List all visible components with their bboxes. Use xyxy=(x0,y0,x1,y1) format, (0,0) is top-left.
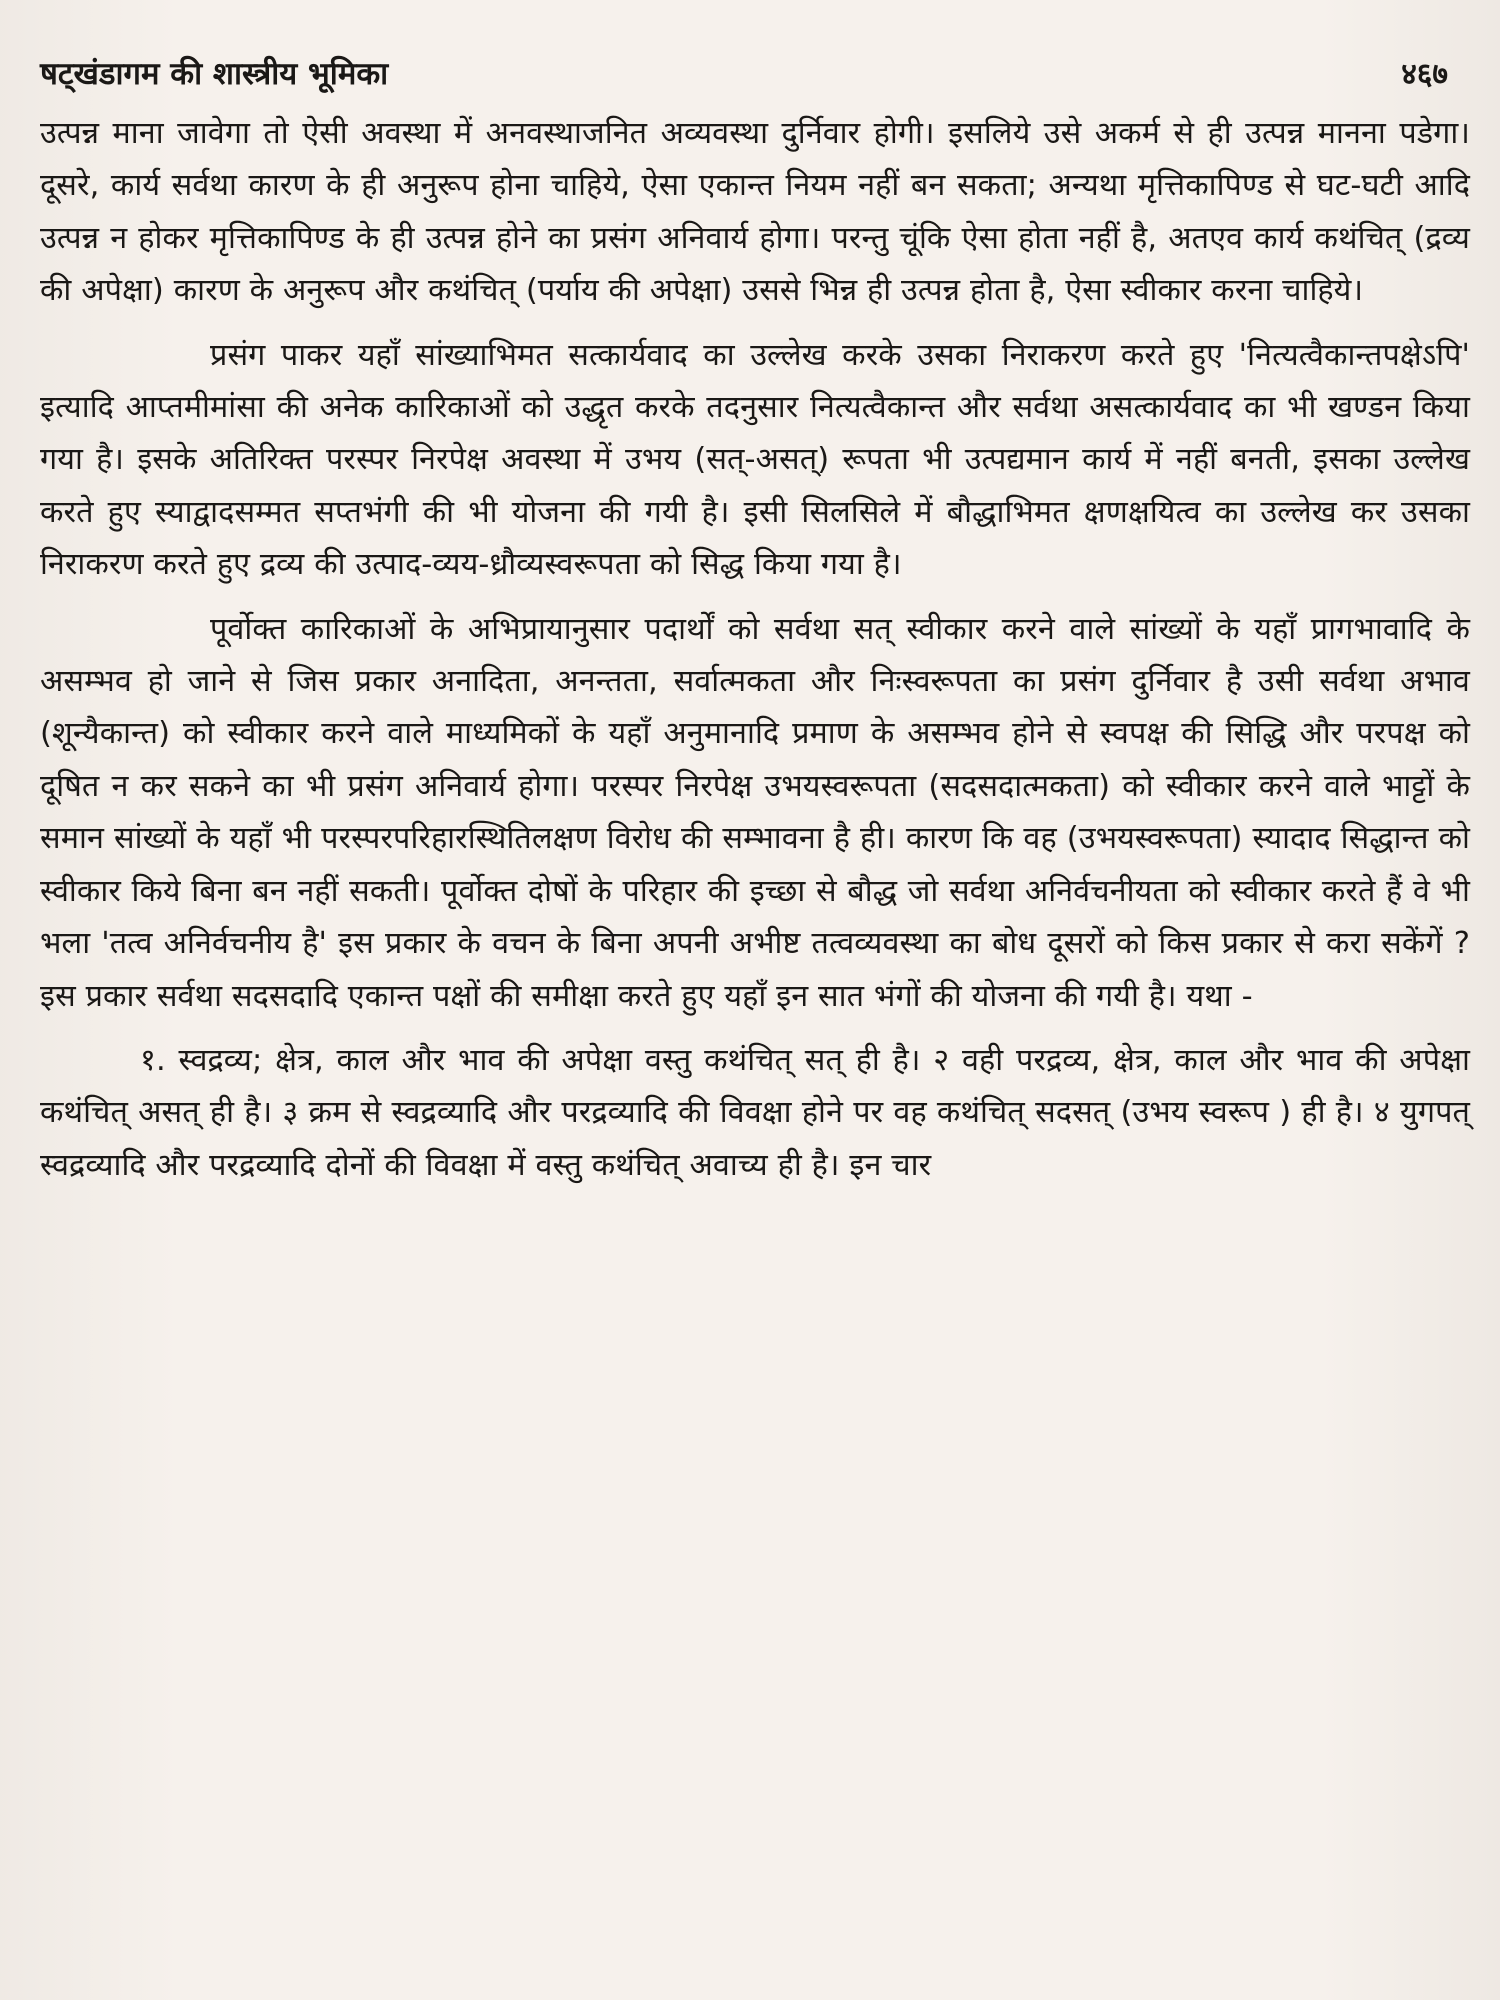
page-number: ४६७ xyxy=(1401,57,1448,92)
paragraph-4: १. स्वद्रव्य; क्षेत्र, काल और भाव की अपेक्षा वस्तु कथंचित् सत् ही है। २ वही परद्रव्य, क्षेत्र, काल और भाव की अपेक्षा कथंचित् असत् ही है। ३ क्रम से स्वद्रव्यादि और परद्रव्यादि की विवक्षा होने पर वह कथंचित् सदसत् (उभय स्वरूप ) ही है। ४ युगपत् स्वद्रव्यादि और परद्रव्यादि दोनों की विवक्षा में वस्तु कथंचित् अवाच्य ही है। इन चार xyxy=(40,1042,1470,1183)
paragraph-3: पूर्वोक्त कारिकाओं के अभिप्रायानुसार पदार्थों को सर्वथा सत् स्वीकार करने वाले सांख्यों के यहाँ प्रागभावादि के असम्भव हो जाने से जिस प्रकार अनादिता, अनन्तता, सर्वात्मकता और निःस्वरूपता का प्रसंग दुर्निवार है उसी सर्वथा अभाव (शून्यैकान्त) को स्वीकार करने वाले माध्यमिकों के यहाँ अनुमानादि प्रमाण के असम्भव होने से स्वपक्ष की सिद्धि और परपक्ष को दूषित न कर सकने का भी प्रसंग अनिवार्य होगा। परस्पर निरपेक्ष उभयस्वरूपता (सदसदात्मकता) को स्वीकार करने वाले भाट्टों के समान सांख्यों के यहाँ भी परस्परपरिहारस्थितिलक्षण विरोध की सम्भावना है ही। कारण कि वह (उभयस्वरूपता) स्यादाद सिद्धान्त को स्वीकार किये बिना बन नहीं सकती। पूर्वोक्त दोषों के परिहार की इच्छा से बौद्ध जो सर्वथा अनिर्वचनीयता को स्वीकार करते हैं वे भी भला 'तत्व अनिर्वचनीय है' इस प्रकार के वचन के बिना अपनी अभीष्ट तत्वव्यवस्था का बोध दूसरों को किस प्रकार से करा सकेंगें ? इस प्रकार सर्वथा सदसदादि एकान्त पक्षों की समीक्षा करते हुए यहाँ इन सात भंगों की योजना की गयी है। यथा - xyxy=(40,611,1470,1014)
paragraph-2: प्रसंग पाकर यहाँ सांख्याभिमत सत्कार्यवाद का उल्लेख करके उसका निराकरण करते हुए 'नित्यत्वैकान्तपक्षेऽपि' इत्यादि आप्तमीमांसा की अनेक कारिकाओं को उद्धृत करके तदनुसार नित्यत्वैकान्त और सर्वथा असत्कार्यवाद का भी खण्डन किया गया है। इसके अतिरिक्त परस्पर निरपेक्ष अवस्था में उभय (सत्-असत्) रूपता भी उत्पद्यमान कार्य में नहीं बनती, इसका उल्लेख करते हुए स्याद्वादसम्मत सप्तभंगी की भी योजना की गयी है। इसी सिलसिले में बौद्धाभिमत क्षणक्षयित्व का उल्लेख कर उसका निराकरण करते हुए द्रव्य की उत्पाद-व्यय-ध्रौव्यस्वरूपता को सिद्ध किया गया है। xyxy=(40,337,1470,583)
page-header xyxy=(40,52,1470,100)
running-title: षट्खंडागम की शास्त्रीय भूमिका xyxy=(40,56,389,92)
paragraph-1: उत्पन्न माना जावेगा तो ऐसी अवस्था में अनवस्थाजनित अव्यवस्था दुर्निवार होगी। इसलिये उसे अकर्म से ही उत्पन्न मानना पडेगा। दूसरे, कार्य सर्वथा कारण के ही अनुरूप होना चाहिये, ऐसा एकान्त नियम नहीं बन सकता; अन्यथा मृत्तिकापिण्ड से घट-घटी आदि उत्पन्न न होकर मृत्तिकापिण्ड के ही उत्पन्न होने का प्रसंग अनिवार्य होगा। परन्तु चूंकि ऐसा होता नहीं है, अतएव कार्य कथंचित् (द्रव्य की अपेक्षा) कारण के अनुरूप और कथंचित् (पर्याय की अपेक्षा) उससे भिन्न ही उत्पन्न होता है, ऐसा स्वीकार करना चाहिये। xyxy=(40,116,1471,309)
body-text xyxy=(40,108,1470,1192)
